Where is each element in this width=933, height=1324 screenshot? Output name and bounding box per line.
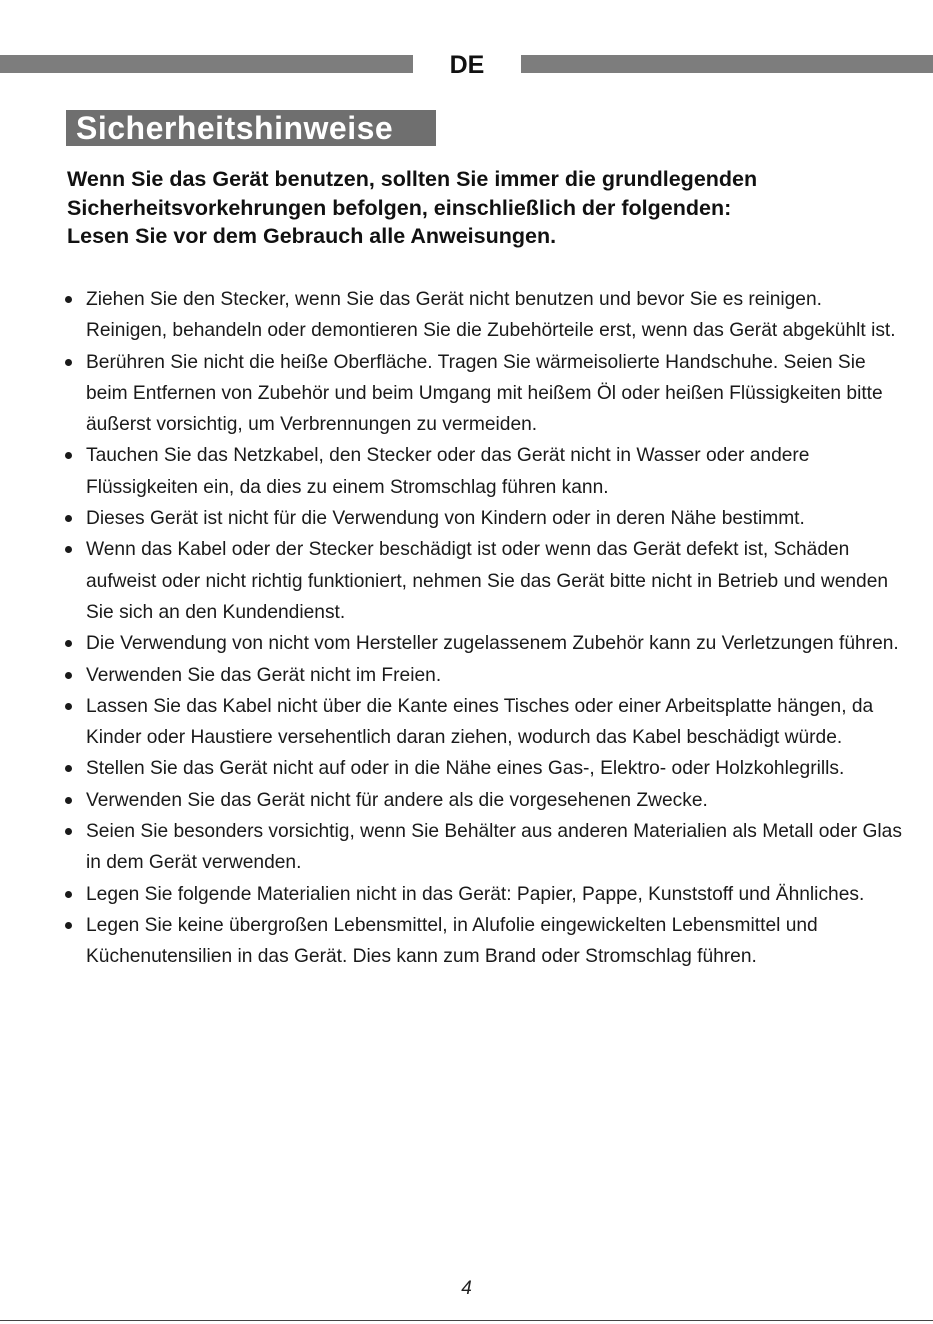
list-item: Lassen Sie das Kabel nicht über die Kante eines Tisches oder einer Arbeitsplatte hängen, da Kinder oder Haustiere versehentlich daran ziehen, wodurch das Kabel beschädigt würde.: [62, 691, 907, 754]
list-item: Stellen Sie das Gerät nicht auf oder in die Nähe eines Gas-, Elektro- oder Holzkohlegrills.: [62, 753, 907, 784]
bottom-rule: [0, 1320, 933, 1321]
list-item: Legen Sie keine übergroßen Lebensmittel, in Alufolie eingewickelten Lebensmittel und Küchenutensilien in das Gerät. Dies kann zum Brand oder Stromschlag führen.: [62, 910, 907, 973]
intro-text: [67, 165, 907, 251]
header-bar-right: [521, 55, 933, 73]
language-label: DE: [449, 51, 485, 79]
intro-line: Wenn Sie das Gerät benutzen, sollten Sie immer die grundlegenden: [67, 167, 758, 191]
safety-list: [62, 284, 907, 973]
list-item: Verwenden Sie das Gerät nicht für andere als die vorgesehenen Zwecke.: [62, 785, 907, 816]
list-item: Seien Sie besonders vorsichtig, wenn Sie Behälter aus anderen Materialien als Metall oder Glas in dem Gerät verwenden.: [62, 816, 907, 879]
intro-line: Sicherheitsvorkehrungen befolgen, einschließlich der folgenden:: [67, 195, 732, 220]
section-title: Sicherheitshinweise: [66, 110, 436, 146]
page-number: 4: [461, 1278, 472, 1299]
list-item: Legen Sie folgende Materialien nicht in das Gerät: Papier, Pappe, Kunststoff und Ähnliches.: [62, 879, 907, 910]
list-item: Verwenden Sie das Gerät nicht im Freien.: [62, 660, 907, 691]
list-item: Berühren Sie nicht die heiße Oberfläche. Tragen Sie wärmeisolierte Handschuhe. Seien Sie beim Entfernen von Zubehör und beim Umgang mit heißem Öl oder heißen Flüssigkeiten bitte äußerst vorsichtig, um Verbrennungen zu vermeiden.: [62, 347, 907, 441]
list-item: Wenn das Kabel oder der Stecker beschädigt ist oder wenn das Gerät defekt ist, Schäden aufweist oder nicht richtig funktioniert, nehmen Sie das Gerät bitte nicht in Betrieb und wenden Sie sich an den Kundendienst.: [62, 534, 907, 628]
intro-line: Lesen Sie vor dem Gebrauch alle Anweisungen.: [67, 224, 557, 248]
list-item: Dieses Gerät ist nicht für die Verwendung von Kindern oder in deren Nähe bestimmt.: [62, 503, 907, 534]
header-bar-left: [0, 55, 413, 73]
list-item: Tauchen Sie das Netzkabel, den Stecker oder das Gerät nicht in Wasser oder andere Flüssigkeiten ein, da dies zu einem Stromschlag führen kann.: [62, 440, 907, 503]
list-item: Die Verwendung von nicht vom Hersteller zugelassenem Zubehör kann zu Verletzungen führen.: [62, 628, 907, 659]
list-item: Ziehen Sie den Stecker, wenn Sie das Gerät nicht benutzen und bevor Sie es reinigen. Reinigen, behandeln oder demontieren Sie die Zubehörteile erst, wenn das Gerät abgekühlt ist.: [62, 284, 907, 347]
